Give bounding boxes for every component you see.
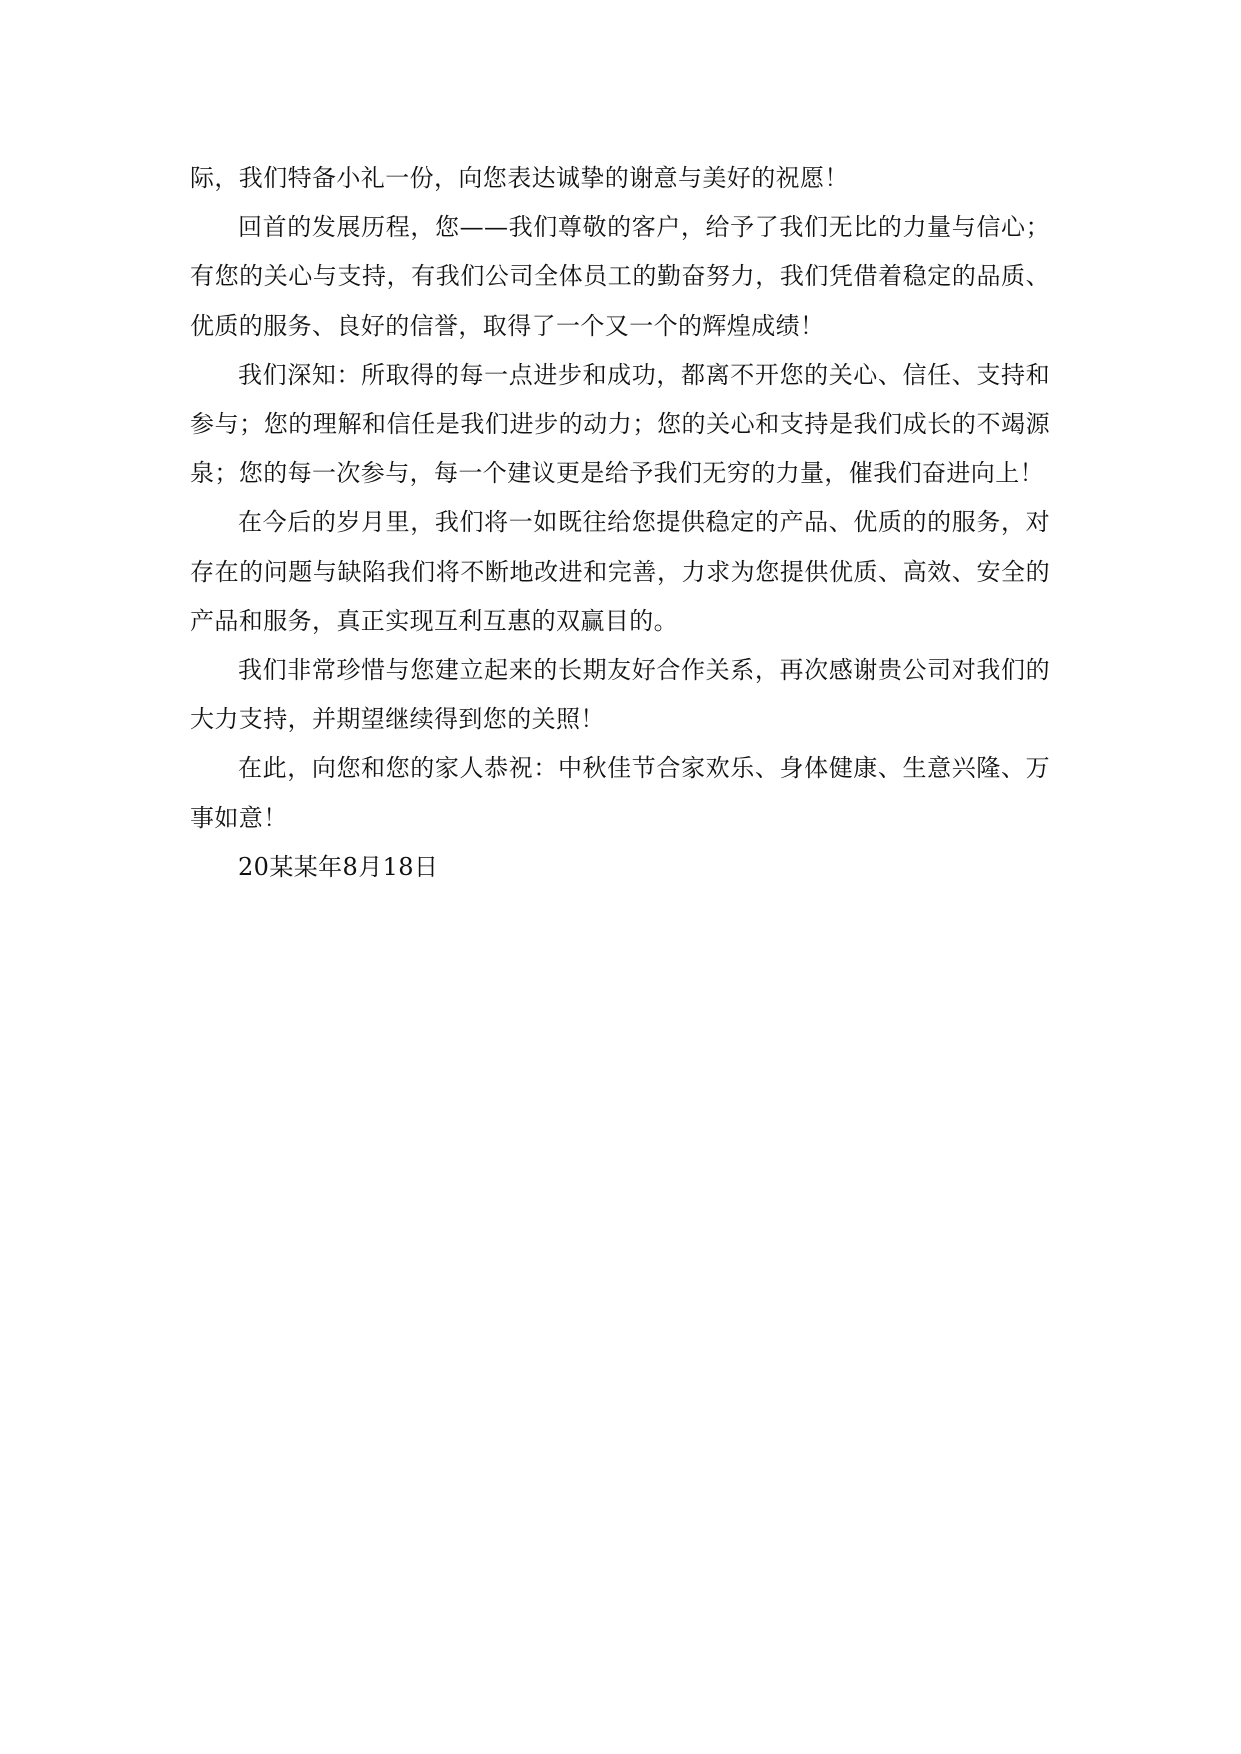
paragraph-cooperation: 我们非常珍惜与您建立起来的长期友好合作关系，再次感谢贵公司对我们的大力支持，并期望继续得到您的关照！ [190, 656, 1050, 734]
paragraph-future: 在今后的岁月里，我们将一如既往给您提供稳定的产品、优质的的服务，对存在的问题与缺陷我们将不断地改进和完善，力求为您提供优质、高效、安全的产品和服务，真正实现互利互惠的双赢目的。 [190, 508, 1050, 635]
paragraph-continuation: 际，我们特备小礼一份，向您表达诚挚的谢意与美好的祝愿！ [190, 164, 849, 192]
paragraph-gratitude: 我们深知：所取得的每一点进步和成功，都离不开您的关心、信任、支持和参与；您的理解和信任是我们进步的动力；您的关心和支持是我们成长的不竭源泉；您的每一次参与，每一个建议更是给予我们无穷的力量，催我们奋进向上！ [190, 360, 1050, 488]
paragraph-history: 回首的发展历程，您——我们尊敬的客户，给予了我们无比的力量与信心；有您的关心与支持，有我们公司全体员工的勤奋努力，我们凭借着稳定的品质、优质的服务、良好的信誉，取得了一个又一个的辉煌成绩！ [190, 213, 1050, 340]
paragraph-wishes: 在此，向您和您的家人恭祝：中秋佳节合家欢乐、身体健康、生意兴隆、万事如意！ [190, 754, 1050, 832]
letter-body [190, 154, 1050, 892]
letter-date: 20某某年8月18日 [238, 852, 439, 881]
